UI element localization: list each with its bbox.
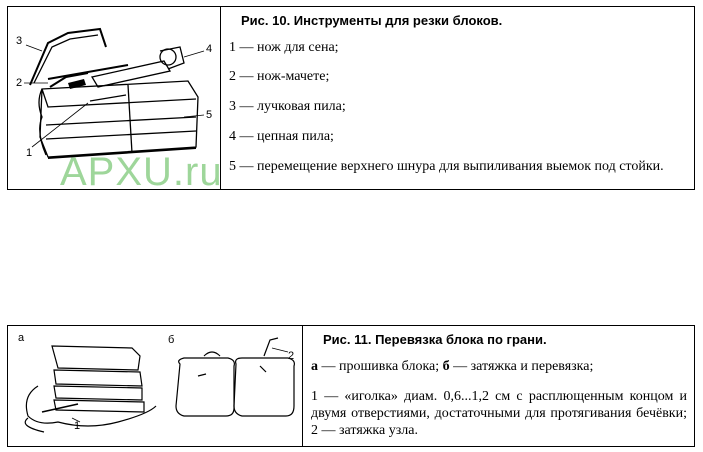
callout-5: 5 [206, 109, 213, 121]
figure-11-illustration [8, 326, 303, 446]
callout-1: 1 [26, 147, 33, 159]
figure-10-caption: Рис. 10. Инструменты для резки блоков. [241, 13, 503, 28]
watermark-logo: APXU.ru [60, 150, 223, 194]
text-b: — затяжка и перевязка; [449, 359, 594, 374]
legend-item-1: 1 — нож для сена; [229, 40, 339, 55]
figure-11-table [7, 325, 695, 447]
callout-2: 2 [288, 350, 295, 362]
legend-line-a [311, 359, 593, 375]
figure-10-legend [221, 7, 694, 189]
legend-item-2: 2 — нож-мачете; [229, 69, 330, 84]
legend-item-4: 4 — цепная пила; [229, 129, 334, 144]
callout-3: 3 [16, 35, 23, 47]
callout-2: 2 [16, 77, 23, 89]
figure-11-legend [303, 326, 694, 446]
legend-item-3: 3 — лучковая пила; [229, 99, 346, 114]
legend-paragraph: 1 — «иголка» диам. 0,6...1,2 см с расплющенным концом и двумя отверстиями, достаточными для протягивания бечёвки; 2 — затяжка узла. [311, 389, 687, 438]
callout-4: 4 [206, 43, 213, 55]
label-a: а [311, 359, 318, 374]
text-a: — прошивка блока; [318, 359, 443, 374]
panel-a-label: а [18, 332, 25, 344]
bale-tying-drawing [8, 326, 302, 446]
panel-b-label: б [168, 334, 175, 346]
callout-1: 1 [74, 420, 81, 432]
label-b: б [442, 359, 450, 374]
figure-11-caption: Рис. 11. Перевязка блока по грани. [323, 332, 547, 347]
legend-item-5: 5 — перемещение верхнего шнура для выпиливания выемок под стойки. [229, 159, 664, 174]
